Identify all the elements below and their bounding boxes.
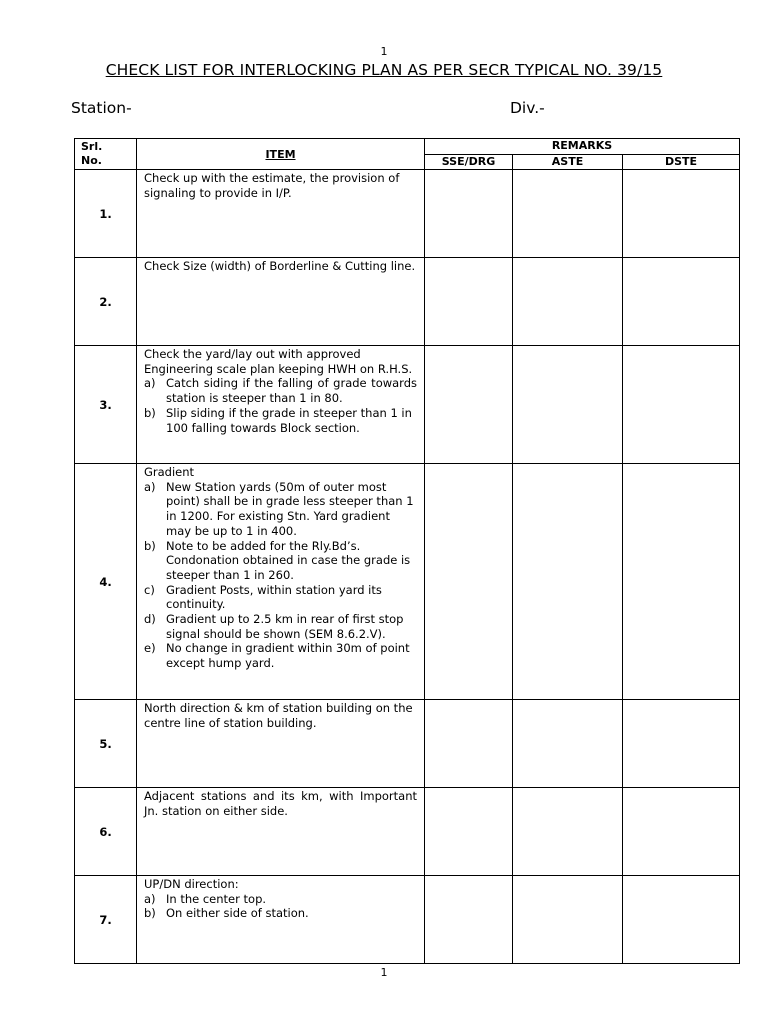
item-text: Gradient <box>144 465 195 479</box>
item-cell <box>137 700 425 788</box>
sub-item <box>144 539 417 583</box>
remarks-dste-cell[interactable] <box>623 876 740 964</box>
row-number: 4. <box>75 464 137 700</box>
sub-item-marker: a) <box>144 891 156 906</box>
sub-item-marker: b) <box>144 538 156 553</box>
item-text: Check Size (width) of Borderline & Cutting line. <box>144 259 416 273</box>
sub-item-text: New Station yards (50m of outer most point) shall be in grade less steeper than 1 in 1200. For existing Stn. Yard gradient may be up to 1 in 400. <box>166 479 414 538</box>
row-number: 3. <box>75 346 137 464</box>
sub-item <box>144 406 417 435</box>
item-cell <box>137 346 425 464</box>
remarks-dste-cell[interactable] <box>623 464 740 700</box>
checklist-table <box>74 138 740 964</box>
sub-item-text: Gradient up to 2.5 km in rear of first stop signal should be shown (SEM 8.6.2.V). <box>166 612 404 641</box>
sub-item-marker: c) <box>144 582 155 597</box>
sub-item <box>144 376 417 405</box>
sub-item <box>144 892 417 907</box>
sub-item-text: Gradient Posts, within station yard its continuity. <box>166 582 382 612</box>
sub-item-list <box>144 892 417 921</box>
aste-header: ASTE <box>513 154 623 170</box>
item-text: Check the yard/lay out with approved Engineering scale plan keeping HWH on R.H.S. <box>144 347 413 376</box>
remarks-sse-drg-cell[interactable] <box>425 788 513 876</box>
sub-item <box>144 906 417 921</box>
item-text: Adjacent stations and its km, with Important Jn. station on either side. <box>144 789 417 818</box>
page-number-bottom: 1 <box>380 966 388 979</box>
table-row <box>75 346 740 464</box>
srl-no-header <box>75 139 137 170</box>
sub-item-text: Note to be added for the Rly.Bd’s. Condonation obtained in case the grade is steeper than 1 in 260. <box>166 538 411 582</box>
table-row <box>75 258 740 346</box>
sub-item-marker: b) <box>144 405 156 420</box>
remarks-sse-drg-cell[interactable] <box>425 258 513 346</box>
table-row <box>75 876 740 964</box>
sse-drg-header: SSE/DRG <box>425 154 513 170</box>
sub-item-marker: e) <box>144 641 156 656</box>
item-cell <box>137 464 425 700</box>
item-cell <box>137 788 425 876</box>
document-title: CHECK LIST FOR INTERLOCKING PLAN AS PER SECR TYPICAL NO. 39/15 <box>105 61 663 79</box>
page-number-top: 1 <box>380 45 388 58</box>
sub-item-list <box>144 376 417 435</box>
sub-item-marker: a) <box>144 376 156 391</box>
remarks-sse-drg-cell[interactable] <box>425 346 513 464</box>
table-row <box>75 464 740 700</box>
sub-item-text: No change in gradient within 30m of point except hump yard. <box>166 641 410 671</box>
remarks-sse-drg-cell[interactable] <box>425 700 513 788</box>
sub-item-list <box>144 480 417 671</box>
remarks-dste-cell[interactable] <box>623 346 740 464</box>
remarks-aste-cell[interactable] <box>513 464 623 700</box>
row-number: 1. <box>75 170 137 258</box>
remarks-header: REMARKS <box>425 139 740 155</box>
remarks-aste-cell[interactable] <box>513 788 623 876</box>
item-header: ITEM <box>137 139 425 170</box>
srl-header-line2: No. <box>81 154 102 167</box>
sub-item-marker: b) <box>144 906 156 921</box>
sub-item <box>144 612 417 641</box>
remarks-aste-cell[interactable] <box>513 258 623 346</box>
table-row <box>75 788 740 876</box>
table-row <box>75 170 740 258</box>
item-text: North direction & km of station building on the centre line of station building. <box>144 701 413 730</box>
remarks-sse-drg-cell[interactable] <box>425 170 513 258</box>
remarks-dste-cell[interactable] <box>623 700 740 788</box>
table-row <box>75 700 740 788</box>
sub-item <box>144 641 417 670</box>
sub-item <box>144 480 417 539</box>
remarks-dste-cell[interactable] <box>623 170 740 258</box>
sub-item-text: In the center top. <box>166 891 267 906</box>
item-text: Check up with the estimate, the provision of signaling to provide in I/P. <box>144 171 400 200</box>
srl-header-line1: Srl. <box>81 140 103 153</box>
remarks-dste-cell[interactable] <box>623 258 740 346</box>
division-label: Div.- <box>510 99 545 117</box>
item-text: UP/DN direction: <box>144 877 239 891</box>
remarks-sse-drg-cell[interactable] <box>425 464 513 700</box>
sub-item-text: On either side of station. <box>166 906 309 921</box>
remarks-aste-cell[interactable] <box>513 170 623 258</box>
row-number: 6. <box>75 788 137 876</box>
remarks-aste-cell[interactable] <box>513 876 623 964</box>
sub-item-marker: d) <box>144 612 156 627</box>
sub-item-marker: a) <box>144 479 156 494</box>
station-label: Station- <box>71 99 132 117</box>
dste-header: DSTE <box>623 154 740 170</box>
item-cell <box>137 170 425 258</box>
remarks-aste-cell[interactable] <box>513 346 623 464</box>
item-cell <box>137 876 425 964</box>
item-cell <box>137 258 425 346</box>
row-number: 5. <box>75 700 137 788</box>
sub-item-text: Catch siding if the falling of grade towards station is steeper than 1 in 80. <box>166 376 417 406</box>
remarks-dste-cell[interactable] <box>623 788 740 876</box>
row-number: 7. <box>75 876 137 964</box>
remarks-sse-drg-cell[interactable] <box>425 876 513 964</box>
remarks-aste-cell[interactable] <box>513 700 623 788</box>
sub-item <box>144 583 417 612</box>
sub-item-text: Slip siding if the grade in steeper than 1 in 100 falling towards Block section. <box>166 405 412 435</box>
row-number: 2. <box>75 258 137 346</box>
